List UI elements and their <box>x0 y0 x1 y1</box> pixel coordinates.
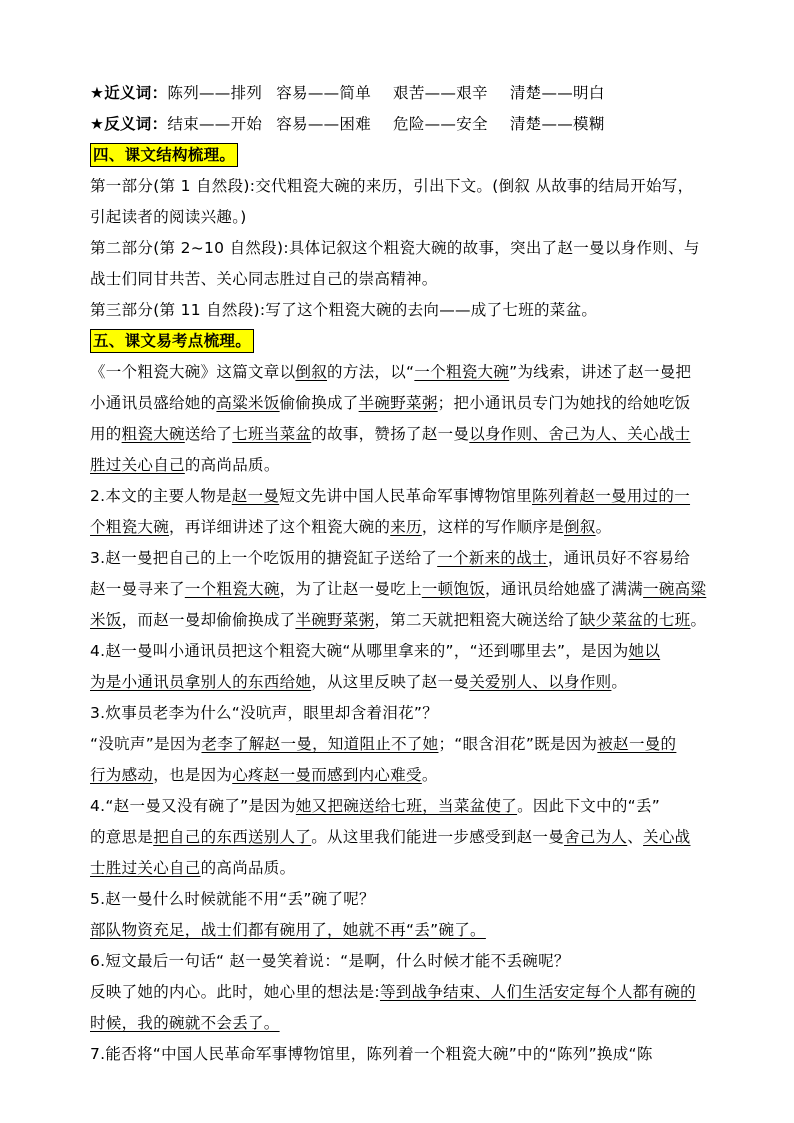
answer: 以身作则、舍己为人、关心战士 <box>469 425 691 443</box>
text: 的高尚品质。 <box>200 859 296 877</box>
synonym-pair: 艰苦——艰辛 <box>393 84 488 102</box>
synonym-pair: 清楚——明白 <box>509 84 605 102</box>
antonyms-label: ★反义词： <box>90 115 168 133</box>
text: 的故事，赞扬了赵一曼 <box>311 425 470 443</box>
question-text: 3.炊事员老李为什么“没吭声，眼里却含着泪花”？ <box>90 704 439 722</box>
synonym-pair: 陈列——排列 <box>167 84 263 102</box>
question-3-line-2 <box>90 574 710 605</box>
answer: 部队物资充足，战士们都有碗用了，她就不再“丢”碗了。 <box>90 921 486 939</box>
text: 偷偷换成了 <box>279 394 359 412</box>
paragraph-text: 第三部分(第 11 自然段):写了这个粗瓷大碗的去向——成了七班的菜盆。 <box>90 301 598 319</box>
antonym-pair: 清楚——模糊 <box>509 115 605 133</box>
antonyms-line <box>90 109 710 140</box>
answer: 一顿饱饭 <box>421 580 486 598</box>
answer: 她以 <box>628 642 661 660</box>
answer: 行为感动 <box>90 766 154 784</box>
answer: 为是小通讯员拿别人的东西给她 <box>90 673 312 691</box>
answer: 倒叙 <box>564 518 596 536</box>
text: ”为线索，讲述了赵一曼把 <box>509 363 692 381</box>
text: ，第二天就把粗瓷大碗送给了 <box>374 611 580 629</box>
question-9-line-1 <box>90 1039 710 1070</box>
question-8-line-3 <box>90 1008 710 1039</box>
section-5-title: 五、课文易考点梳理。 <box>90 329 254 353</box>
answer: 半碗野菜粥 <box>295 611 375 629</box>
question-8-line-1 <box>90 946 710 977</box>
question-5-line-3 <box>90 760 710 791</box>
antonym-pair: 危险——安全 <box>393 115 488 133</box>
antonym-pair: 容易——困难 <box>276 115 372 133</box>
answer: 来历 <box>390 518 422 536</box>
answer: 时候，我的碗就不会丢了。 <box>90 1014 280 1032</box>
text: 。 <box>595 518 612 536</box>
text: ，也是因为 <box>153 766 233 784</box>
answer: 被赵一曼的 <box>597 735 677 753</box>
text: 的高尚品质。 <box>184 456 280 474</box>
answer: 倒叙 <box>295 363 328 381</box>
question-7-line-2 <box>90 915 710 946</box>
answer: 舍己为人 <box>564 828 628 846</box>
synonyms-label: ★近义词： <box>90 84 168 102</box>
question-2-line-2 <box>90 512 710 543</box>
text: 送给了 <box>184 425 233 443</box>
question-text: 7.能否将“中国人民革命军事博物馆里，陈列着一个粗瓷大碗”中的“陈列”换成“陈 <box>90 1045 653 1063</box>
synonym-pair: 容易——简单 <box>276 84 372 102</box>
structure-part1-cont <box>90 202 710 233</box>
question-5-line-1 <box>90 698 710 729</box>
text: 。 <box>611 673 628 691</box>
text: 4.“赵一曼又没有碗了”是因为 <box>90 797 296 815</box>
text: 3.赵一曼把自己的上一个吃饭用的搪瓷缸子送给了 <box>90 549 438 567</box>
text: 短文先讲中国人民革命军事博物馆里 <box>279 487 533 505</box>
section-4-title: 四、课文结构梳理。 <box>90 143 238 167</box>
text: 。 <box>690 611 707 629</box>
question-7-line-1 <box>90 884 710 915</box>
text: 反映了她的内心。此时，她心里的想法是: <box>90 983 380 1001</box>
question-1-line-2 <box>90 388 710 419</box>
text: ，这样的写作顺序是 <box>421 518 565 536</box>
text: 、 <box>627 828 644 846</box>
question-text: 5.赵一曼什么时候就能不用“丢”碗了呢？ <box>90 890 375 908</box>
text: 。 <box>421 766 438 784</box>
text: ，再详细讲述了这个粗瓷大碗的 <box>169 518 391 536</box>
text: ，从这里反映了赵一曼 <box>311 673 470 691</box>
answer: 一个新来的战士 <box>437 549 548 567</box>
question-1-line-1 <box>90 357 710 388</box>
text: 2.本文的主要人物是 <box>90 487 232 505</box>
question-1-line-3 <box>90 419 710 450</box>
answer: 半碗野菜粥 <box>358 394 438 412</box>
question-3-line-1 <box>90 543 710 574</box>
answer: 关爱别人、以身作则 <box>469 673 612 691</box>
question-2-line-1 <box>90 481 710 512</box>
structure-part3 <box>90 295 710 326</box>
answer: 心疼赵一曼而感到内心难受 <box>232 766 422 784</box>
section-heading-4 <box>90 140 710 171</box>
answer: 缺少菜盆的七班 <box>579 611 691 629</box>
answer: 士胜过关心自己 <box>90 859 201 877</box>
question-5-line-2 <box>90 729 710 760</box>
question-6-line-3 <box>90 853 710 884</box>
text: 。因此下文中的“丢” <box>517 797 661 815</box>
answer: 粗瓷大碗 <box>121 425 185 443</box>
question-6-line-1 <box>90 791 710 822</box>
answer: 把自己的东西送别人了 <box>153 828 312 846</box>
answer: 陈列着赵一曼用过的一 <box>532 487 691 505</box>
text: 赵一曼寻来了 <box>90 580 185 598</box>
answer: 等到战争结束、人们生活安定每个人都有碗的 <box>379 983 696 1001</box>
structure-part2 <box>90 233 710 264</box>
answer: 个粗瓷大碗 <box>90 518 170 536</box>
question-text: 6.短文最后一句话“ 赵一曼笑着说：“是啊，什么时候才能不丢碗呢？ <box>90 952 570 970</box>
answer: 她又把碗送给七班，当菜盆使了 <box>295 797 518 815</box>
section-heading-5 <box>90 326 710 357</box>
question-6-line-2 <box>90 822 710 853</box>
answer: 老李了解赵一曼，知道阻止不了她 <box>201 735 439 753</box>
text: ；把小通讯员专门为她找的给她吃饭 <box>437 394 691 412</box>
text: ，为了让赵一曼吃上 <box>279 580 422 598</box>
answer: 一个粗瓷大碗 <box>184 580 280 598</box>
text: ，而赵一曼却偷偷换成了 <box>121 611 296 629</box>
answer: 胜过关心自己 <box>90 456 185 474</box>
text: 小通讯员盛给她的 <box>90 394 217 412</box>
paragraph-text: 引起读者的阅读兴趣。) <box>90 208 247 226</box>
answer: 米饭 <box>90 611 122 629</box>
structure-part2-cont <box>90 264 710 295</box>
text: 《一个粗瓷大碗》这篇文章以 <box>90 363 296 381</box>
text: ，通讯员给她盛了满满 <box>485 580 644 598</box>
answer: 一碗高粱 <box>643 580 707 598</box>
question-4-line-1 <box>90 636 710 667</box>
question-4-line-2 <box>90 667 710 698</box>
paragraph-text: 战士们同甘共苦、关心同志胜过自己的崇高精神。 <box>90 270 438 288</box>
paragraph-text: 第二部分(第 2~10 自然段):具体记叙这个粗瓷大碗的故事，突出了赵一曼以身作则、与 <box>90 239 700 257</box>
answer: 七班当菜盆 <box>232 425 312 443</box>
antonym-pair: 结束——开始 <box>167 115 263 133</box>
answer: 关心战 <box>643 828 691 846</box>
text: 的方法，以“ <box>327 363 415 381</box>
text: 4.赵一曼叫小通讯员把这个粗瓷大碗“从哪里拿来的”，“还到哪里去”，是因为 <box>90 642 629 660</box>
question-1-line-4 <box>90 450 710 481</box>
answer: 一个粗瓷大碗 <box>414 363 510 381</box>
text: 的意思是 <box>90 828 154 846</box>
text: ；“眼含泪花”既是因为 <box>438 735 598 753</box>
answer: 赵一曼 <box>231 487 280 505</box>
question-8-line-2 <box>90 977 710 1008</box>
paragraph-text: 第一部分(第 1 自然段):交代粗瓷大碗的来历，引出下文。(倒叙 从故事的结局开始写， <box>90 177 694 195</box>
text: 。从这里我们能进一步感受到赵一曼 <box>311 828 565 846</box>
question-3-line-3 <box>90 605 710 636</box>
text: 用的 <box>90 425 122 443</box>
structure-part1 <box>90 171 710 202</box>
text: “没吭声”是因为 <box>90 735 202 753</box>
synonyms-line <box>90 78 710 109</box>
answer: 高粱米饭 <box>216 394 280 412</box>
text: ，通讯员好不容易给 <box>547 549 691 567</box>
document-content <box>90 78 710 1070</box>
